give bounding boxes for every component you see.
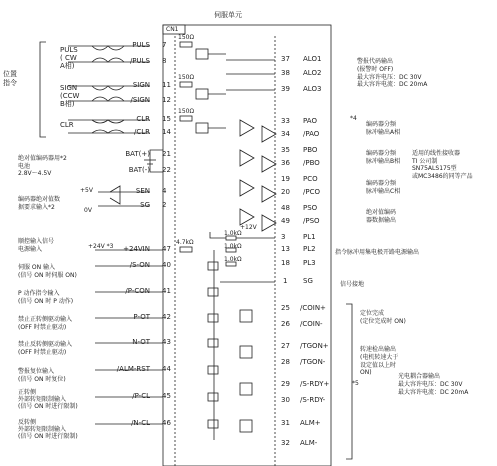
pin-num-28: 28 <box>281 358 290 366</box>
pin-pco: PCO <box>303 175 318 183</box>
pin-num-pcon: 41 <box>162 287 171 295</box>
pin-pao-n: /PAO <box>303 130 320 138</box>
pin-num-48: 48 <box>281 204 290 212</box>
pin-pl1: PL1 <box>303 233 316 241</box>
pin-pcl: /P-CL <box>132 392 150 400</box>
cn1-label: CN1 <box>166 26 179 33</box>
pin-num-27: 27 <box>281 342 290 350</box>
pin-num-pot: 42 <box>162 313 171 321</box>
pin-num-31: 31 <box>281 419 290 427</box>
tgon-desc: 转速检出输出 (电机转速大于 设定值以上时 ON) <box>360 346 399 377</box>
pin-pot: P-OT <box>133 313 150 321</box>
clr-twist <box>92 120 124 133</box>
clr-desc: CLR <box>60 121 74 129</box>
receivers <box>262 126 276 231</box>
pin-almrst: /ALM-RST <box>116 365 150 373</box>
pin-sign: SIGN <box>132 81 150 89</box>
input-desc-not: 禁止反转侧驱动输入 (OFF 时禁止驱动) <box>18 341 73 356</box>
pin-alm-plus: ALM+ <box>300 419 321 427</box>
pin-num-pcl: 45 <box>162 392 171 400</box>
pin-num-bat-plus: 21 <box>162 150 171 158</box>
signal-ground-desc: 信号接地 <box>340 281 365 288</box>
pin-tgon-plus: /TGON+ <box>300 342 329 350</box>
pin-not: N-OT <box>132 338 150 346</box>
encoder-s-label: 绝对值编码 器数据输出 <box>366 209 397 224</box>
photo-couplers <box>240 310 252 432</box>
encoder-request-label: 编码器绝对值数 据要求输入*2 <box>18 196 61 211</box>
puls-desc: PULS ( CW A相) <box>60 46 78 71</box>
input-desc-ncl: 反转侧 外部转矩限制输入 (信号 ON 时进行限制) <box>18 419 78 441</box>
pin-num-19: 19 <box>281 175 290 183</box>
pin-pcon: /P-CON <box>125 287 150 295</box>
pin-clr-n: /CLR <box>133 128 150 136</box>
pin-num-20: 20 <box>281 188 290 196</box>
pin-bat-plus: BAT(+) <box>125 150 150 158</box>
pin-num-not: 43 <box>162 338 171 346</box>
pin-num-sen: 4 <box>162 187 167 195</box>
photo-mark: *5 <box>352 380 359 387</box>
pin-num-son: 40 <box>162 261 171 269</box>
sign-desc: SIGN (CCW B相) <box>60 84 80 109</box>
input-desc-pcl: 正转侧 外部转矩限制输入 (信号 ON 时进行限制) <box>18 389 78 411</box>
pin-num-3: 3 <box>281 233 286 241</box>
pin-pl2: PL2 <box>303 245 316 253</box>
pin-sg-left: SG <box>140 201 150 209</box>
r1k-b-label: 1.0kΩ <box>224 243 242 250</box>
pin-num-bat-minus: 22 <box>162 166 171 174</box>
receiver-note: 适用的线性接收器 TI 公司制 SN75ALS175型 或MC3486的同等产品 <box>412 150 473 180</box>
encoder-c-label: 编码器分频 脉冲输出C相 <box>366 180 401 195</box>
pin-pl3: PL3 <box>303 259 316 267</box>
pin-ncl: /N-CL <box>131 419 150 427</box>
zero-v-label: 0V <box>84 207 92 214</box>
pin-num-35: 35 <box>281 146 290 154</box>
r150-b <box>180 82 192 87</box>
pin-sen: SEN <box>135 187 150 195</box>
pin-num-32: 32 <box>281 439 290 447</box>
pin-num-puls: 7 <box>162 41 167 49</box>
input-header: 顺控输入信号 电源输入 <box>18 238 55 253</box>
sign-twist <box>92 86 124 101</box>
r150-b-label: 150Ω <box>178 74 195 81</box>
pin-num-30: 30 <box>281 396 290 404</box>
pin-num-33: 33 <box>281 117 290 125</box>
pin-pbo-n: /PBO <box>303 159 320 167</box>
pin-alo1: ALO1 <box>303 55 322 63</box>
pin-puls: PULS <box>132 41 150 49</box>
pin-num-26: 26 <box>281 320 290 328</box>
pin-num-29: 29 <box>281 380 290 388</box>
pin-num-34: 34 <box>281 130 290 138</box>
pin-coin-minus: /COIN- <box>300 320 323 328</box>
pin-num-13: 13 <box>281 245 290 253</box>
pin-num-24vin: 47 <box>162 245 171 253</box>
pin-puls-n: /PULS <box>129 57 150 65</box>
pin-num-49: 49 <box>281 217 290 225</box>
pin-num-36: 36 <box>281 159 290 167</box>
r47k <box>180 247 192 252</box>
pin-num-puls-n: 8 <box>162 57 167 65</box>
pin-pso-n: /PSO <box>303 217 320 225</box>
r47k-label: 4.7kΩ <box>176 239 194 246</box>
pin-num-38: 38 <box>281 69 290 77</box>
r150-c-label: 150Ω <box>178 108 195 115</box>
encoder-mark: *4 <box>350 115 357 122</box>
pin-srdy-minus: /S-RDY- <box>300 396 326 404</box>
puls-twist <box>92 46 124 62</box>
pin-son: /S-ON <box>129 261 150 269</box>
pin-num-1: 1 <box>283 277 288 285</box>
plus5v-label: +5V <box>80 187 93 194</box>
line-drivers <box>240 120 254 225</box>
battery-label: 绝对值编码器用*2 电池 2.8V～4.5V <box>18 155 67 177</box>
encoder-b-label: 编码器分频 脉冲输出B相 <box>366 150 401 165</box>
pin-num-39: 39 <box>281 85 290 93</box>
pin-num-ncl: 46 <box>162 419 171 427</box>
collector-desc: 指令脉冲用集电极开路电源输出 <box>335 249 420 256</box>
pin-tgon-minus: /TGON- <box>300 358 326 366</box>
pin-sign-n: /SIGN <box>130 96 150 104</box>
input-desc-son: 伺服 ON 输入 (信号 ON 时伺服 ON) <box>18 264 77 279</box>
alarm-output-desc: 警报代码输出 (报警时 OFF) 最大容许电压：DC 30V 最大容许电流：DC 20mA <box>357 58 428 89</box>
pin-num-clr-n: 14 <box>162 128 171 136</box>
pin-pao: PAO <box>303 117 317 125</box>
pin-num-37: 37 <box>281 55 290 63</box>
supply-12v: +12V <box>240 224 257 231</box>
position-bracket <box>40 42 46 137</box>
pin-coin-plus: /COIN+ <box>300 304 326 312</box>
r150-a-label: 150Ω <box>178 34 195 41</box>
pin-24vin: +24VIN <box>123 245 150 253</box>
pin-num-almrst: 44 <box>162 365 171 373</box>
pin-pco-n: /PCO <box>303 188 320 196</box>
servo-unit-label: 伺服单元 <box>214 11 242 19</box>
r1k-c-label: 1.0kΩ <box>224 256 242 263</box>
r150-a <box>180 42 192 47</box>
pin-bat-minus: BAT(-) <box>128 166 150 174</box>
encoder-a-label: 编码器分频 脉冲输出A相 <box>366 121 401 136</box>
input-desc-pot: 禁止正转侧驱动输入 (OFF 时禁止驱动) <box>18 316 73 331</box>
pin-srdy-plus: /S-RDY+ <box>300 380 330 388</box>
pin-pso: PSO <box>303 204 318 212</box>
input-optos <box>208 262 218 428</box>
r1k-a-label: 1.0kΩ <box>224 230 242 237</box>
pin-num-25: 25 <box>281 304 290 312</box>
supply-24v: +24V *3 <box>88 243 114 250</box>
coupler-desc: 光电耦合器输出 最大容许电压：DC 30V 最大容许电流：DC 20mA <box>398 373 469 396</box>
pin-alo2: ALO2 <box>303 69 322 77</box>
r150-c <box>180 116 192 121</box>
coin-desc: 定位完成 (定位完成时 ON) <box>360 310 406 325</box>
input-desc-almrst: 警报复位输入 (信号 ON 时复位) <box>18 368 66 383</box>
pin-alo3: ALO3 <box>303 85 322 93</box>
input-desc-pcon: P 动作指令输入 (信号 ON 时 P 动作) <box>18 290 74 305</box>
pin-pbo: PBO <box>303 146 318 154</box>
pin-clr: CLR <box>136 115 150 123</box>
pin-num-18: 18 <box>281 259 290 267</box>
pin-num-clr: 15 <box>162 115 171 123</box>
pin-num-sign-n: 12 <box>162 96 171 104</box>
pin-alm-minus: ALM- <box>300 439 318 447</box>
position-command-label: 位置 指令 <box>3 70 17 87</box>
pin-sg-right: SG <box>303 277 313 285</box>
pin-num-sign: 11 <box>162 81 171 89</box>
pin-num-sg-left: 2 <box>162 201 167 209</box>
